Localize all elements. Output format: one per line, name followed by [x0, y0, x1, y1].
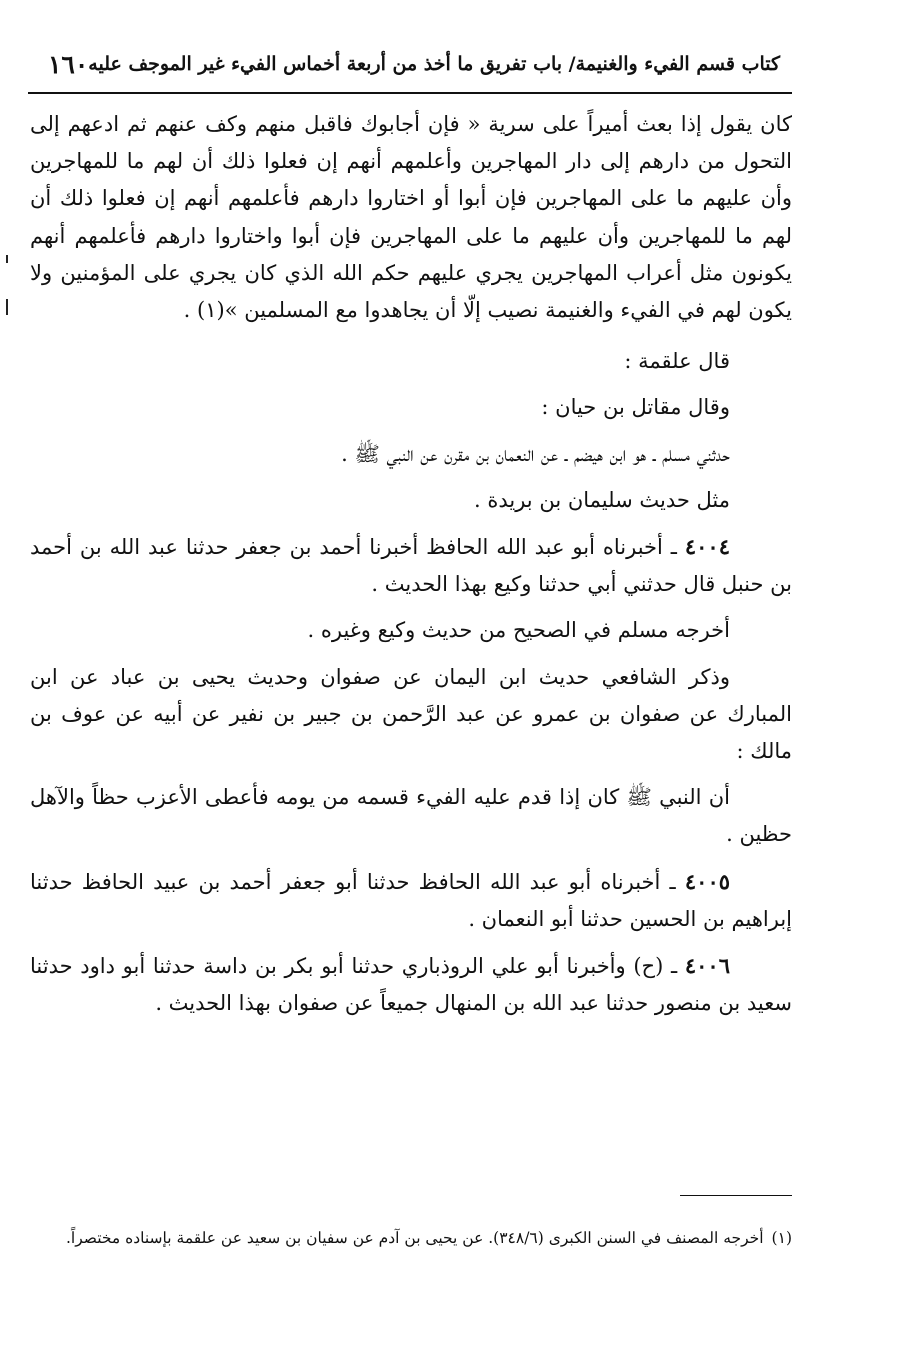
narrator-line: وقال مقاتل بن حيان : [541, 395, 730, 420]
footnote-marker: (١) [771, 1229, 792, 1247]
narration-chain: حدثني مسلم ـ هو ابن هيضم ـ عن النعمان بن مقرن عن النبي ﷺ . [341, 441, 730, 466]
footnote [30, 1225, 792, 1251]
page-number: ١٦٠ [48, 49, 89, 79]
header-divider [28, 92, 792, 94]
running-header-title: كتاب قسم الفيء والغنيمة/ باب تفريق ما أخذ من أربعة أخماس الفيء غير الموجف عليه [88, 53, 781, 75]
hadith-4006: ٤٠٠٦ ـ (ح) وأخبرنا أبو علي الروذباري حدثنا أبو بكر بن داسة حدثنا أبو داود حدثنا سعيد بن منصور حدثنا عبد الله بن المنهال جميعاً عن صفوان بهذا الحديث . [30, 953, 792, 1016]
margin-scan-marks [2, 255, 16, 325]
takhrij-note: أخرجه مسلم في الصحيح من حديث وكيع وغيره . [307, 618, 730, 643]
footnote-text: أخرجه المصنف في السنن الكبرى (٣٤٨/٦). عن يحيى بن آدم عن سفيان بن سعيد عن علقمة بإسناده مختصراً. [66, 1229, 764, 1247]
hadith-number: ٤٠٠٥ [684, 868, 731, 894]
main-text [30, 106, 792, 1022]
narration-chain: وذكر الشافعي حديث ابن اليمان عن صفوان وحديث يحيى بن عباد عن ابن المبارك عن صفوان بن عمرو عن عبد الرَّحمن بن جبير بن نفير عن أبيه عن عوف بن مالك : [30, 664, 792, 764]
hadith-4005: ٤٠٠٥ ـ أخبرناه أبو عبد الله الحافظ حدثنا أبو جعفر أحمد بن عبيد الحافظ حدثنا إبراهيم بن الحسين حدثنا أبو النعمان . [30, 868, 792, 931]
scan-mark [6, 255, 8, 263]
narrator-line: قال علقمة : [624, 349, 730, 374]
hadith-text: أن النبي ﷺ كان إذا قدم عليه الفيء قسمه من يومه فأعطى الأعزب حظاً والآهل حظين . [30, 785, 792, 847]
hadith-number: ٤٠٠٤ [684, 534, 730, 560]
hadith-4004: ٤٠٠٤ ـ أخبرناه أبو عبد الله الحافظ أخبرنا أحمد بن جعفر حدثنا عبد الله بن أحمد بن حنبل قال حدثني أبي حدثنا وكيع بهذا الحديث . [30, 534, 792, 597]
narration-note: مثل حديث سليمان بن بريدة . [474, 487, 730, 512]
hadith-number: ٤٠٠٦ [684, 953, 730, 979]
running-header [30, 40, 790, 88]
scan-mark [6, 299, 8, 315]
hadith-text-continuation: كان يقول إذا بعث أميراً على سرية « فإن أجابوك فاقبل منهم وكف عنهم ثم ادعهم إلى التحول من دارهم إلى دار المهاجرين وأعلمهم أنهم إن فعلوا ذلك أن لهم ما للمهاجرين وأن عليهم ما على المهاجرين فإن أبوا أو اختاروا دارهم فأعلمهم أنهم إن فعلوا ذلك أن لهم ما للمهاجرين وأن عليهم ما على المهاجرين فإن أبوا واختاروا دارهم فأعلمهم أنهم يكونون مثل أعراب المهاجرين يجري عليهم حكم الله الذي كان يجري على المؤمنين ولا يكون لهم في الفيء والغنيمة نصيب إلّا أن يجاهدوا مع المسلمين »(١) . [30, 112, 792, 323]
footnote-divider [680, 1195, 792, 1196]
